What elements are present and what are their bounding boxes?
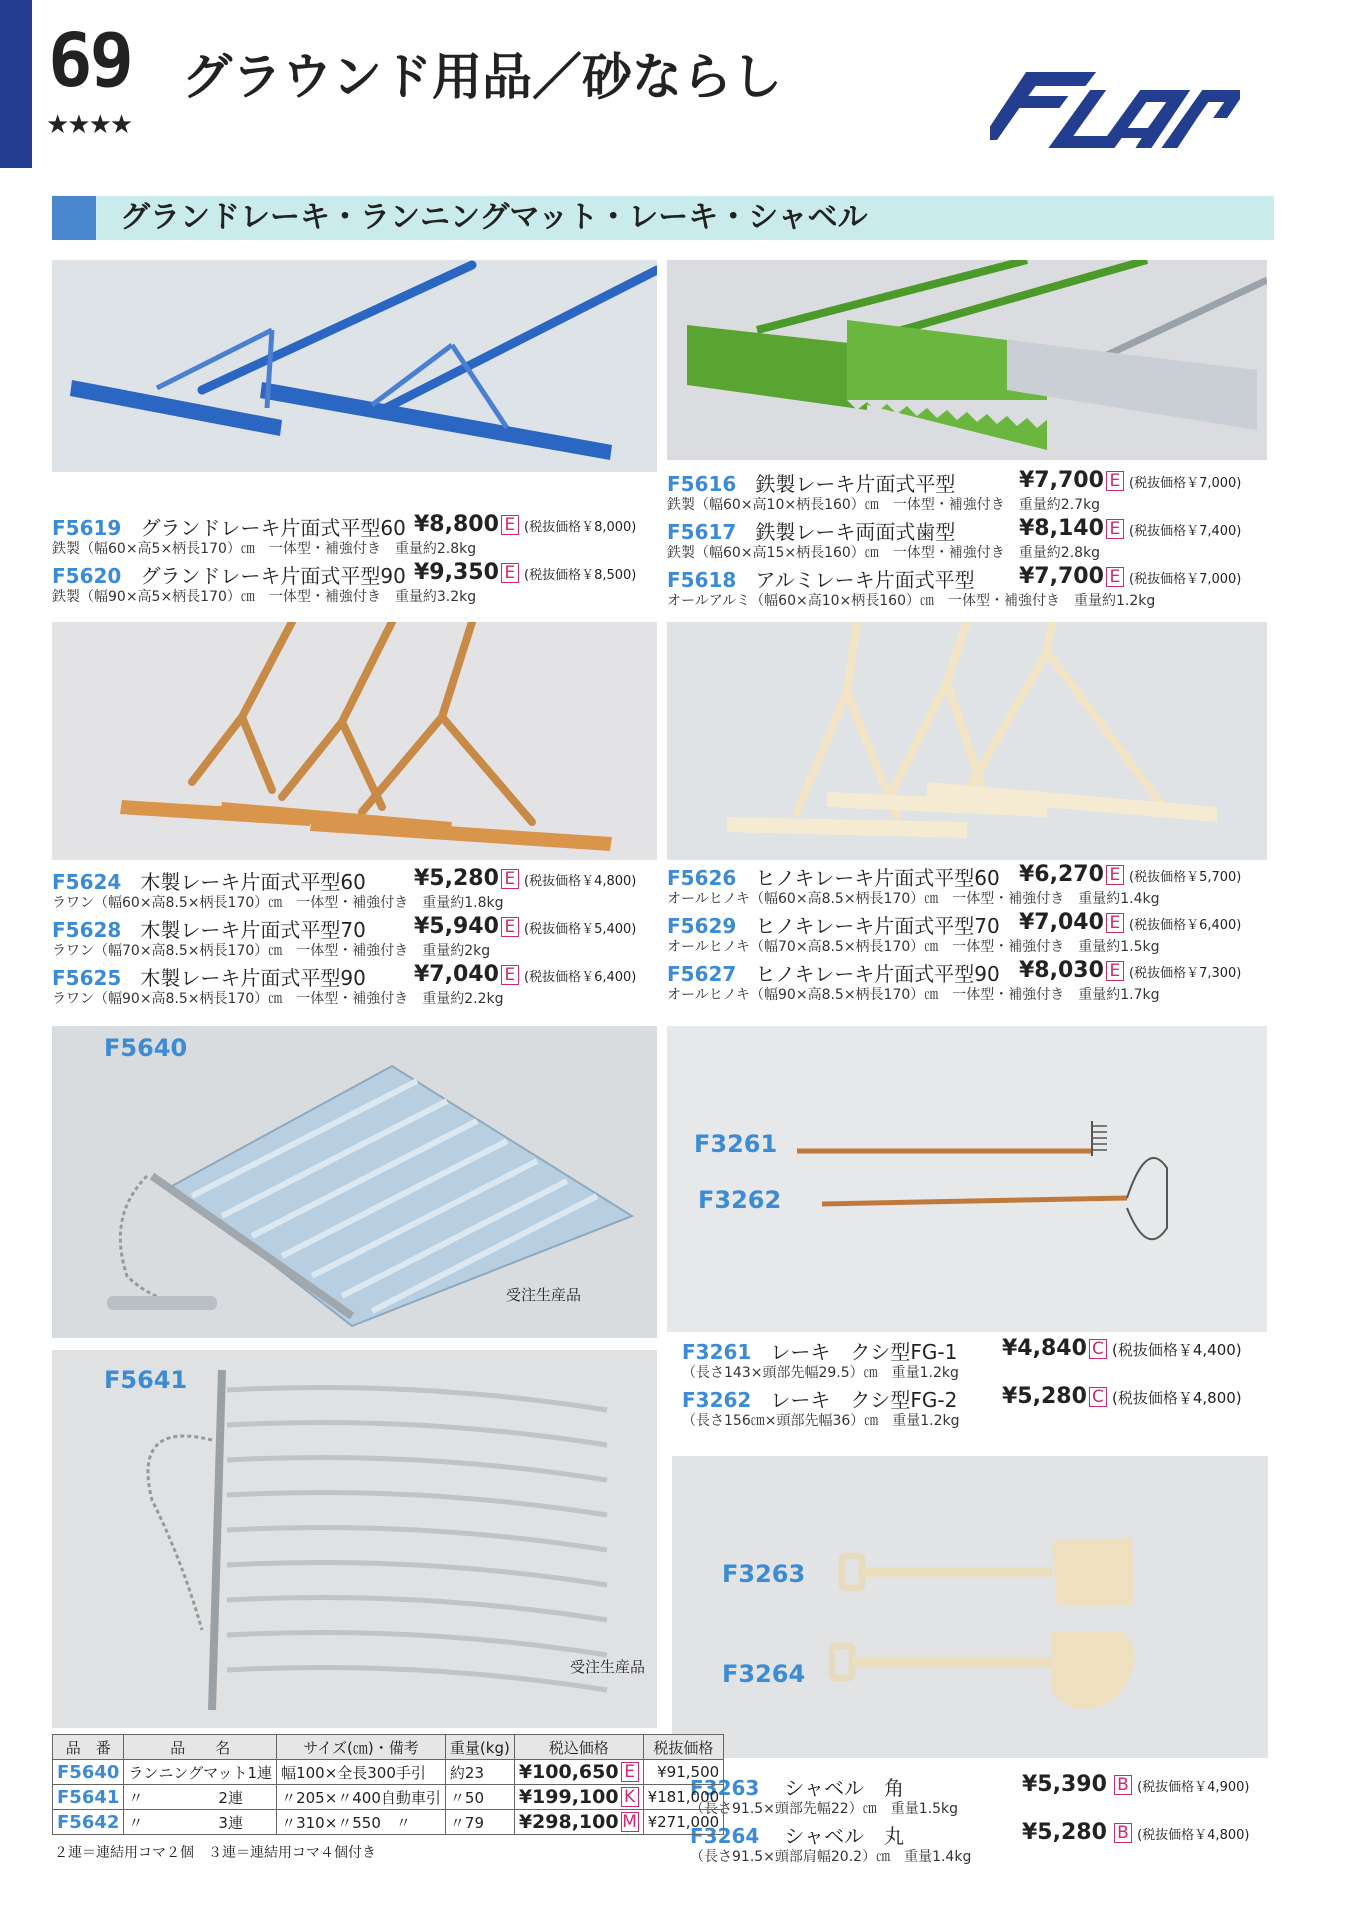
cell-weight: 約23 (445, 1760, 514, 1785)
product-row (682, 1336, 957, 1365)
tax-excluded-price: (税抜価格￥4,400) (1112, 1341, 1242, 1359)
product-price-group (414, 512, 636, 537)
product-spec: 鉄製（幅60×高5×柄長170）㎝ 一体型・補強付き 重量約2.8kg (52, 541, 477, 557)
col-header-price: 税込価格 (514, 1735, 643, 1760)
photo-shovels (672, 1456, 1268, 1758)
product-row (52, 962, 366, 991)
product-name: レーキ クシ型FG-1 (770, 1340, 958, 1364)
product-price: ¥5,280 (414, 866, 499, 891)
cell-code: F5642 (53, 1810, 124, 1835)
product-price-group (1019, 516, 1241, 541)
photo-blue-iron-rakes (52, 260, 657, 472)
tax-excluded-price: (税抜価格￥6,400) (1129, 918, 1242, 933)
cell-name: 〃 2連 (124, 1785, 277, 1810)
product-code: F3261 (682, 1340, 752, 1364)
product-price-group (1019, 910, 1241, 935)
tax-excluded-price: (税抜価格￥4,800) (524, 874, 637, 889)
product-price: ¥5,280 (1002, 1384, 1087, 1409)
product-price-group (414, 866, 636, 891)
product-code: F5625 (52, 966, 122, 990)
product-row (52, 866, 366, 895)
brand-logo (990, 60, 1240, 160)
product-price: ¥5,940 (414, 914, 499, 939)
product-row (667, 564, 975, 593)
rank-badge: C (1089, 1339, 1107, 1359)
table-row (53, 1810, 724, 1835)
page-edge-bar (0, 0, 32, 168)
product-price-group (1019, 468, 1241, 493)
rank-badge: E (1106, 567, 1124, 587)
made-to-order-label: 受注生産品 (570, 1658, 646, 1676)
tax-excluded-price: (税抜価格￥7,000) (1129, 476, 1242, 491)
photo-green-aluminum-rakes (667, 260, 1267, 460)
tax-excluded-price: (税抜価格￥7,400) (1129, 524, 1242, 539)
cell-price (514, 1785, 643, 1810)
product-spec: 鉄製（幅60×高10×柄長160）㎝ 一体型・補強付き 重量約2.7kg (667, 497, 1101, 513)
product-price-group (1002, 1336, 1242, 1361)
tax-excluded-price: (税抜価格￥4,800) (1112, 1389, 1242, 1407)
product-code: F5619 (52, 516, 122, 540)
rank-badge: M (622, 1812, 637, 1832)
product-row (52, 560, 406, 589)
product-spec: 鉄製（幅90×高5×柄長170）㎝ 一体型・補強付き 重量約3.2kg (52, 589, 477, 605)
cell-code: F5640 (53, 1760, 124, 1785)
product-price: ¥5,280 (1022, 1820, 1107, 1845)
product-code: F5616 (667, 472, 737, 496)
product-spec: オールアルミ（幅60×高10×柄長160）㎝ 一体型・補強付き 重量約1.2kg (667, 593, 1156, 609)
photo-label-f5641: F5641 (104, 1366, 188, 1394)
product-price: ¥4,840 (1002, 1336, 1087, 1361)
product-price: ¥5,390 (1022, 1772, 1107, 1797)
product-spec: ラワン（幅90×高8.5×柄長170）㎝ 一体型・補強付き 重量約2.2kg (52, 991, 504, 1007)
tax-excluded-price: (税抜価格￥6,400) (524, 970, 637, 985)
product-price-group (1022, 1820, 1249, 1845)
product-code: F5626 (667, 866, 737, 890)
product-name: ヒノキレーキ片面式平型70 (755, 914, 1000, 938)
rank-badge: E (501, 869, 519, 889)
product-name: グランドレーキ片面式平型90 (140, 564, 406, 588)
photo-wooden-rakes (52, 622, 657, 860)
difficulty-stars: ★★★★ (46, 110, 132, 140)
photo-comb-rakes (667, 1026, 1267, 1332)
product-spec: （長さ143×頭部先幅29.5）㎝ 重量1.2kg (682, 1365, 959, 1381)
product-price: ¥8,800 (414, 512, 499, 537)
cell-name: 〃 3連 (124, 1810, 277, 1835)
product-price: ¥9,350 (414, 560, 499, 585)
price-value: ¥199,100 (518, 1786, 619, 1808)
product-price: ¥7,040 (414, 962, 499, 987)
product-name: 木製レーキ片面式平型90 (140, 966, 366, 990)
rank-badge: E (501, 965, 519, 985)
photo-label-f3264: F3264 (722, 1660, 806, 1688)
section-header (52, 196, 1274, 240)
tax-excluded-price: (税抜価格￥8,000) (524, 520, 637, 535)
col-header-tax: 税抜価格 (643, 1735, 724, 1760)
rank-badge: E (1106, 471, 1124, 491)
product-price-group (1002, 1384, 1242, 1409)
product-name: シャベル 角 (784, 1776, 905, 1800)
photo-label-f3261: F3261 (694, 1130, 778, 1158)
product-spec: ラワン（幅70×高8.5×柄長170）㎝ 一体型・補強付き 重量約2kg (52, 943, 491, 959)
photo-label-f3263: F3263 (722, 1560, 806, 1588)
table-row (53, 1785, 724, 1810)
photo-hinoki-rakes (667, 622, 1267, 860)
product-price-group (1019, 958, 1241, 983)
product-price: ¥7,040 (1019, 910, 1104, 935)
product-price-group (414, 914, 636, 939)
table-row (53, 1760, 724, 1785)
rank-badge: E (501, 563, 519, 583)
cell-tax: ¥271,000 (643, 1810, 724, 1835)
product-code: F3264 (690, 1824, 760, 1848)
product-code: F5624 (52, 870, 122, 894)
product-code: F5620 (52, 564, 122, 588)
product-price-group (1022, 1772, 1249, 1797)
product-name: シャベル 丸 (784, 1824, 905, 1848)
product-spec: オールヒノキ（幅70×高8.5×柄長170）㎝ 一体型・補強付き 重量約1.5kg (667, 939, 1160, 955)
cell-price (514, 1810, 643, 1835)
product-row (667, 958, 1000, 987)
page-title: グラウンド用品／砂ならし (182, 48, 782, 106)
rank-badge: B (1114, 1775, 1132, 1795)
photo-label-f3262: F3262 (698, 1186, 782, 1214)
product-row (667, 516, 955, 545)
product-code: F5627 (667, 962, 737, 986)
rank-badge: E (501, 515, 519, 535)
rank-badge: E (621, 1762, 639, 1782)
product-price: ¥8,030 (1019, 958, 1104, 983)
col-header-name: 品 名 (124, 1735, 277, 1760)
product-price: ¥7,700 (1019, 564, 1104, 589)
product-spec: （長さ91.5×頭部先幅22）㎝ 重量1.5kg (690, 1801, 958, 1817)
tax-excluded-price: (税抜価格￥8,500) (524, 568, 637, 583)
product-price: ¥8,140 (1019, 516, 1104, 541)
product-price-group (1019, 862, 1241, 887)
product-name: 鉄製レーキ両面式歯型 (755, 520, 956, 544)
rank-badge: E (1106, 961, 1124, 981)
cell-weight: 〃50 (445, 1785, 514, 1810)
product-price: ¥7,700 (1019, 468, 1104, 493)
cell-tax: ¥91,500 (643, 1760, 724, 1785)
product-spec: （長さ156㎝×頭部先幅36）㎝ 重量1.2kg (682, 1413, 960, 1429)
product-row (52, 512, 406, 541)
product-name: 鉄製レーキ片面式平型 (755, 472, 956, 496)
tax-excluded-price: (税抜価格￥4,900) (1137, 1780, 1250, 1795)
cell-size: 〃205×〃400自動車引 (277, 1785, 446, 1810)
product-row (667, 862, 1000, 891)
product-code: F5628 (52, 918, 122, 942)
page-number: 69 (48, 18, 132, 104)
product-code: F3263 (690, 1776, 760, 1800)
product-name: ヒノキレーキ片面式平型60 (755, 866, 1000, 890)
tax-excluded-price: (税抜価格￥5,700) (1129, 870, 1242, 885)
cell-size: 幅100×全長300手引 (277, 1760, 446, 1785)
product-price-group (414, 560, 636, 585)
price-value: ¥100,650 (518, 1761, 619, 1783)
col-header-size: サイズ(㎝)・備考 (277, 1735, 446, 1760)
rank-badge: K (621, 1787, 639, 1807)
tax-excluded-price: (税抜価格￥7,300) (1129, 966, 1242, 981)
section-accent-square (52, 196, 96, 240)
product-price-group (1019, 564, 1241, 589)
rank-badge: E (501, 917, 519, 937)
cell-size: 〃310×〃550 〃 (277, 1810, 446, 1835)
cell-name: ランニングマット1連 (124, 1760, 277, 1785)
price-value: ¥298,100 (518, 1811, 619, 1833)
product-row (52, 914, 366, 943)
tax-excluded-price: (税抜価格￥4,800) (1137, 1828, 1250, 1843)
tax-excluded-price: (税抜価格￥7,000) (1129, 572, 1242, 587)
product-code: F3262 (682, 1388, 752, 1412)
product-price-group (414, 962, 636, 987)
product-code: F5617 (667, 520, 737, 544)
product-spec: ラワン（幅60×高8.5×柄長170）㎝ 一体型・補強付き 重量約1.8kg (52, 895, 504, 911)
col-header-code: 品 番 (53, 1735, 124, 1760)
product-spec: オールヒノキ（幅60×高8.5×柄長170）㎝ 一体型・補強付き 重量約1.4kg (667, 891, 1160, 907)
rank-badge: C (1089, 1387, 1107, 1407)
product-spec: （長さ91.5×頭部肩幅20.2）㎝ 重量1.4kg (690, 1849, 972, 1865)
made-to-order-label: 受注生産品 (506, 1286, 582, 1304)
rank-badge: E (1106, 865, 1124, 885)
photo-label-f5640: F5640 (104, 1034, 188, 1062)
product-name: グランドレーキ片面式平型60 (140, 516, 406, 540)
product-code: F5618 (667, 568, 737, 592)
product-row (682, 1384, 957, 1413)
product-name: レーキ クシ型FG-2 (770, 1388, 958, 1412)
rank-badge: E (1106, 913, 1124, 933)
cell-tax: ¥181,000 (643, 1785, 724, 1810)
product-row (667, 468, 955, 497)
product-code: F5629 (667, 914, 737, 938)
table-footnote: ２連＝連結用コマ２個 ３連＝連結用コマ４個付き (54, 1845, 376, 1861)
running-mat-table (52, 1734, 724, 1835)
table-header-row (53, 1735, 724, 1760)
col-header-weight: 重量(kg) (445, 1735, 514, 1760)
tax-excluded-price: (税抜価格￥5,400) (524, 922, 637, 937)
cell-weight: 〃79 (445, 1810, 514, 1835)
product-row (667, 910, 1000, 939)
product-name: 木製レーキ片面式平型70 (140, 918, 366, 942)
product-name: ヒノキレーキ片面式平型90 (755, 962, 1000, 986)
product-spec: オールヒノキ（幅90×高8.5×柄長170）㎝ 一体型・補強付き 重量約1.7kg (667, 987, 1160, 1003)
rank-badge: E (1106, 519, 1124, 539)
product-name: 木製レーキ片面式平型60 (140, 870, 366, 894)
product-spec: 鉄製（幅60×高15×柄長160）㎝ 一体型・補強付き 重量約2.8kg (667, 545, 1101, 561)
cell-code: F5641 (53, 1785, 124, 1810)
cell-price (514, 1760, 643, 1785)
section-title: グランドレーキ・ランニングマット・レーキ・シャベル (120, 200, 868, 235)
rank-badge: B (1114, 1823, 1132, 1843)
photo-running-mat-2 (52, 1350, 657, 1728)
product-name: アルミレーキ片面式平型 (755, 568, 975, 592)
product-price: ¥6,270 (1019, 862, 1104, 887)
